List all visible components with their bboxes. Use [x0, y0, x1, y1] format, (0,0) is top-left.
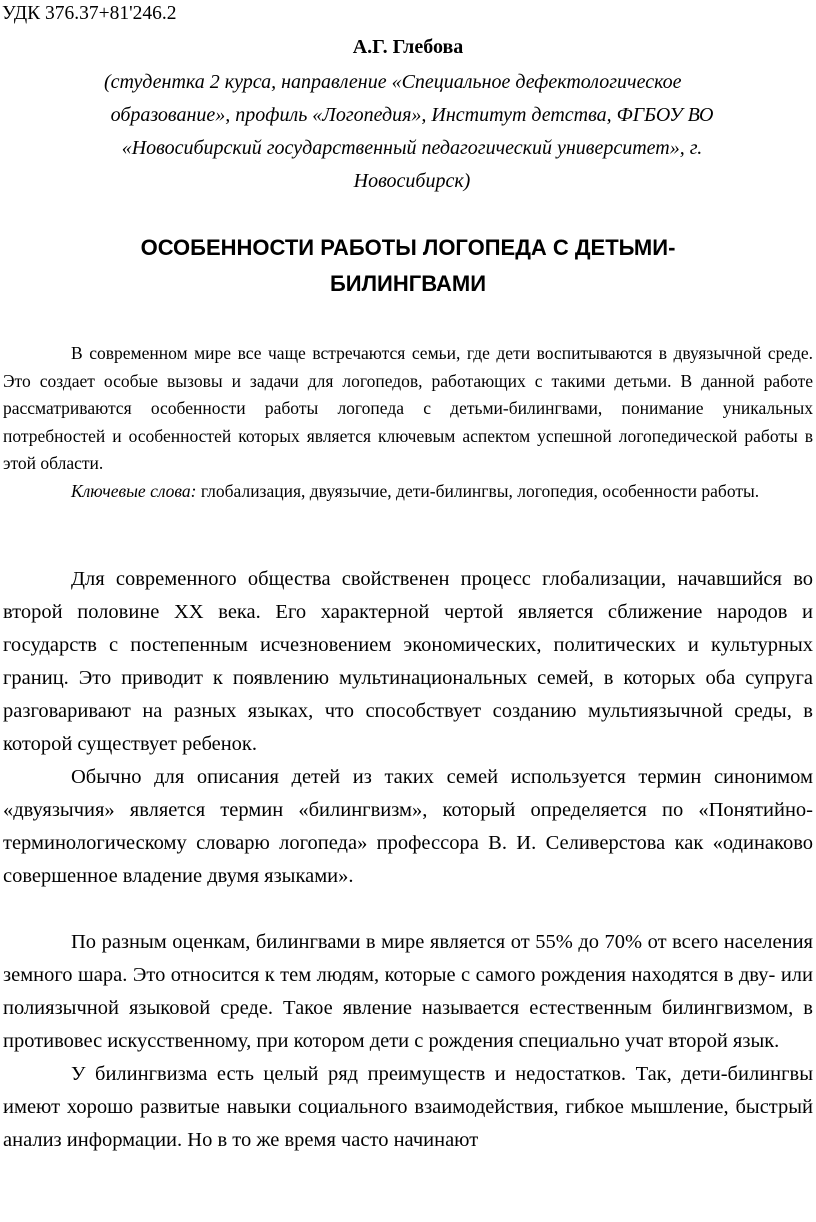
affiliation-line-2: образование», профиль «Логопедия», Институт детства, ФГБОУ ВО [110, 104, 714, 126]
author-affiliation [44, 66, 780, 198]
body-paragraph-1: Для современного общества свойственен процесс глобализации, начавшийся во второй половине XX века. Его характерной чертой является сближение народов и государств с постепенным исчезновением экономических, политических и культурных границ. Это приводит к появлению мультинациональных семей, в которых оба супруга разговаривают на разных языках, что способствует созданию мультиязычной среды, в которой существует ребенок. [3, 568, 813, 755]
abstract-text: В современном мире все чаще встречаются семьи, где дети воспитываются в двуязычной среде. Это создает особые вызовы и задачи для логопедов, работающих с такими детьми. В данной работе рассматриваются особенности работы логопеда с детьми-билингвами, понимание уникальных потребностей и особенностей которых является ключевым аспектом успешной логопедической работы в этой области. [3, 343, 813, 473]
affiliation-line-1: (студентка 2 курса, направление «Специальное дефектологическое [104, 71, 682, 93]
abstract [3, 340, 813, 505]
keywords-list: глобализация, двуязычие, дети-билингвы, логопедия, особенности работы. [196, 480, 760, 501]
paragraph-gap [3, 893, 813, 926]
udk-code: УДК 376.37+81'246.2 [2, 3, 177, 24]
affiliation-line-3: «Новосибирский государственный педагогический университет», г. [121, 137, 703, 159]
title-line-2: БИЛИНГВАМИ [329, 271, 487, 296]
body-paragraph-2: Обычно для описания детей из таких семей используется термин синонимом «двуязычия» является термин «билингвизм», который определяется по «Понятийно-терминологическому словарю логопеда» профессора В. И. Селиверстова как «одинаково совершенное владение двумя языками». [3, 766, 813, 887]
article-title [40, 230, 776, 302]
keywords-label: Ключевые слова: [71, 480, 197, 501]
author-name: А.Г. Глебова [352, 36, 464, 58]
keywords [3, 478, 813, 506]
body-paragraph-4: У билингвизма есть целый ряд преимуществ и недостатков. Так, дети-билингвы имеют хорошо развитые навыки социального взаимодействия, гибкое мышление, быстрый анализ информации. Но в то же время часто начинают [3, 1063, 813, 1151]
article-body [3, 563, 813, 1157]
body-paragraph-3: По разным оценкам, билингвами в мире является от 55% до 70% от всего населения земного шара. Это относится к тем людям, которые с самого рождения находятся в дву- или полиязычной языковой среде. Такое явление называется естественным билингвизмом, в противовес искусственному, при котором дети с рождения специально учат второй язык. [3, 931, 813, 1052]
title-line-1: ОСОБЕННОСТИ РАБОТЫ ЛОГОПЕДА С ДЕТЬМИ- [140, 235, 676, 260]
affiliation-line-4: Новосибирск) [353, 170, 471, 192]
